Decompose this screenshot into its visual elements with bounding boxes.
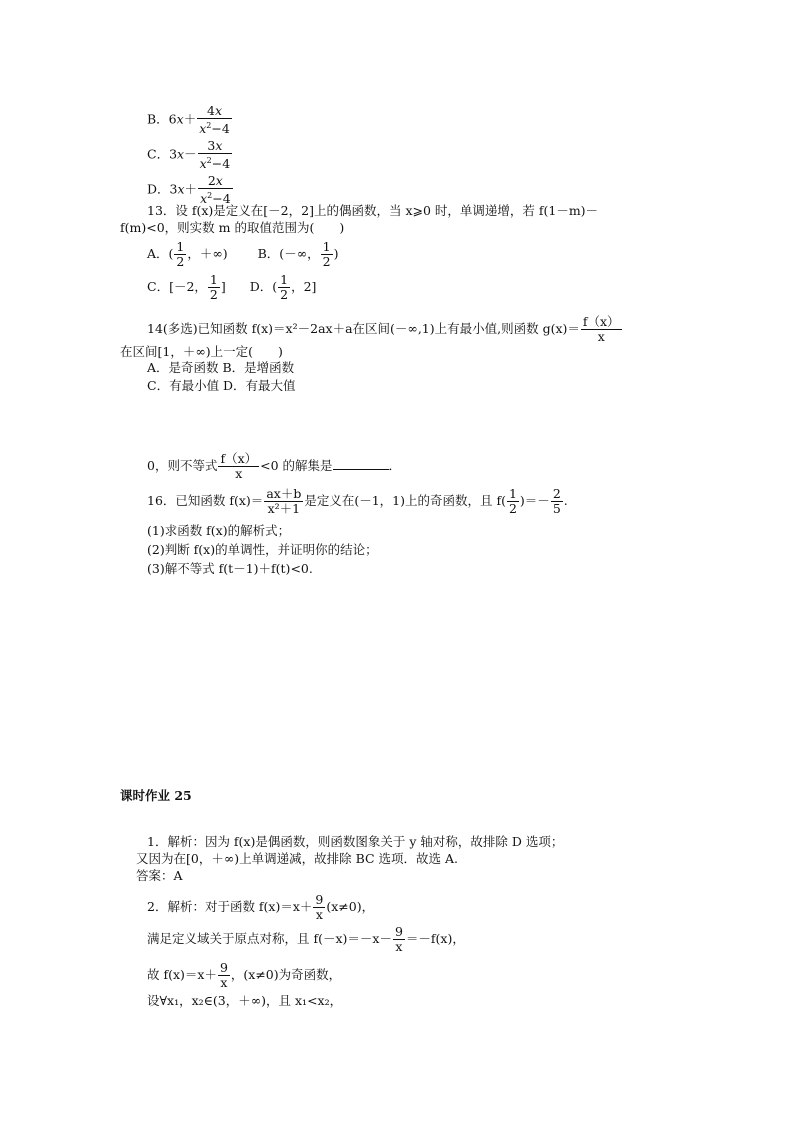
- a2-line1: [147, 893, 374, 922]
- q13-options-ab: [147, 240, 338, 269]
- answer-blank: [333, 457, 389, 470]
- option-d-num: 2: [207, 173, 216, 188]
- q16-half: [507, 487, 519, 516]
- a2-line3-fraction: [218, 961, 230, 990]
- q14-line1-text: 14(多选)已知函数 f(x)＝x²－2ax＋a在区间(－∞,1)上有最小值,则函数 g(x)＝: [147, 321, 580, 336]
- answers-heading: 课时作业 25: [120, 788, 192, 803]
- option-c-fraction: $\frac{3x}{x^2-4}$: [199, 138, 231, 172]
- a2-line2-pre: 满足定义域关于原点对称，且 f(－x)＝－x－: [147, 931, 392, 946]
- q16-val-num: 2: [552, 486, 561, 501]
- q16-val-den: 5: [552, 501, 561, 516]
- a2-line1-fraction: [313, 893, 325, 922]
- q16-half-den: 2: [508, 501, 517, 516]
- a2-line1-pre: 2．解析：对于函数 f(x)＝x＋: [147, 899, 313, 914]
- q13-opt-c-pre: C．[－2，: [147, 279, 207, 294]
- q13-opt-c-post: ]: [220, 279, 226, 294]
- q16-sub2: (2)判断 f(x)的单调性，并证明你的结论；: [147, 542, 378, 557]
- q16-sub3: (3)解不等式 f(t－1)＋f(t)<0.: [147, 561, 313, 576]
- half-den: 2: [209, 287, 218, 302]
- a2-line2: [147, 925, 465, 954]
- q14-options-cd: C．有最小值 D．有最大值: [147, 378, 296, 393]
- option-d-prefix: D．3: [147, 181, 178, 197]
- q13-opt-a-half: [174, 240, 186, 269]
- q16-stem: [147, 487, 568, 516]
- option-d: D．3x＋ $\frac{2x}{x^2-4}$: [147, 173, 231, 207]
- a2-line3-post: ，(x≠0)为奇函数，: [230, 967, 342, 982]
- q16-pre: 16．已知函数 f(x)＝: [147, 493, 264, 508]
- nine: 9: [394, 924, 403, 939]
- q13-opt-d-half: [278, 273, 290, 302]
- q13-opt-a-pre: A．(: [147, 246, 174, 261]
- option-b-prefix: B．6: [147, 111, 177, 127]
- a2-line2-post: ＝－f(x)，: [405, 931, 465, 946]
- q13-opt-b-half: [321, 240, 333, 269]
- q13-opt-b-pre: B．(－∞，: [257, 246, 320, 261]
- x: x: [220, 975, 228, 990]
- q16-value: [551, 487, 563, 516]
- option-b: B．6x＋ $\frac{4x}{x^2-4}$: [147, 103, 230, 137]
- q16-func-fraction: [264, 487, 303, 516]
- option-c-num: 3: [207, 138, 216, 153]
- option-b-num: 4: [207, 103, 215, 118]
- half-den: 2: [322, 254, 331, 269]
- a1-line2: 又因为在[0，＋∞)上单调递减，故排除 BC 选项．故选 A.: [136, 851, 459, 866]
- q15-frac-num: f（x）: [220, 451, 258, 466]
- option-b-fraction: $\frac{4x}{x^2-4}$: [199, 103, 230, 137]
- option-c: C．3x－ $\frac{3x}{x^2-4}$: [147, 138, 231, 172]
- q14-frac-den: x: [597, 329, 605, 344]
- q14-line2: 在区间[1，＋∞)上一定( ): [120, 344, 283, 359]
- nine: 9: [219, 960, 228, 975]
- half-den: 2: [176, 254, 185, 269]
- x: x: [315, 907, 323, 922]
- q13-opt-b-post: ): [333, 246, 339, 261]
- q15-pre: 0，则不等式: [147, 458, 218, 473]
- q14-line1: [147, 315, 623, 344]
- q14-fraction: [581, 315, 622, 344]
- nine: 9: [315, 892, 324, 907]
- option-c-prefix: C．3: [147, 146, 178, 162]
- q16-sub1: (1)求函数 f(x)的解析式；: [147, 523, 291, 538]
- a1-line1: 1．解析：因为 f(x)是偶函数，则函数图象关于 y 轴对称，故排除 D 选项；: [147, 834, 564, 849]
- half-num: 1: [176, 239, 185, 254]
- option-c-den: −4: [211, 156, 231, 172]
- a2-line3-pre: 故 f(x)＝x＋: [147, 967, 217, 982]
- q14-frac-num: f（x）: [582, 314, 620, 329]
- q13-line1: 13．设 f(x)是定义在[－2，2]上的偶函数，当 x⩾0 时，单调递增，若 f(1－m)－: [147, 203, 599, 218]
- q13-opt-c-half: [208, 273, 220, 302]
- a2-line2-fraction: [393, 925, 405, 954]
- q16-end: .: [563, 493, 568, 508]
- q15-frac-den: x: [235, 466, 243, 481]
- q15-fraction: [218, 452, 259, 481]
- q13-opt-a-post: ，＋∞): [187, 246, 228, 261]
- half-num: 1: [322, 239, 331, 254]
- q16-frac-den: x²＋1: [267, 501, 301, 516]
- q13-line2: f(m)<0，则实数 m 的取值范围为( ): [120, 220, 345, 235]
- q16-half-num: 1: [508, 486, 517, 501]
- q15-end: ．: [388, 458, 402, 473]
- option-d-fraction: $\frac{2x}{x^2-4}$: [200, 173, 231, 207]
- a2-line3: [147, 961, 341, 990]
- q16-mid: 是定义在(－1，1)上的奇函数，且 f(: [304, 493, 506, 508]
- q16-frac-num: ax＋b: [266, 486, 302, 501]
- half-num: 1: [280, 272, 289, 287]
- x: x: [395, 939, 403, 954]
- q13-opt-d-pre: D．(: [249, 279, 278, 294]
- q14-options-ab: A．是奇函数 B．是增函数: [147, 360, 295, 375]
- q13-options-cd: [147, 273, 316, 302]
- q15-line: [147, 452, 401, 481]
- a2-line1-post: (x≠0)，: [326, 899, 375, 914]
- option-b-den: −4: [211, 121, 230, 137]
- q15-post: <0 的解集是: [260, 458, 333, 473]
- a1-answer: 答案：A: [136, 868, 183, 883]
- q13-opt-d-post: ，2]: [291, 279, 317, 294]
- half-num: 1: [209, 272, 218, 287]
- q16-post: )＝－: [519, 493, 550, 508]
- a2-line4: 设∀x₁，x₂∈(3，＋∞)，且 x₁<x₂，: [147, 993, 343, 1008]
- half-den: 2: [280, 287, 289, 302]
- option-d-den: −4: [212, 191, 231, 207]
